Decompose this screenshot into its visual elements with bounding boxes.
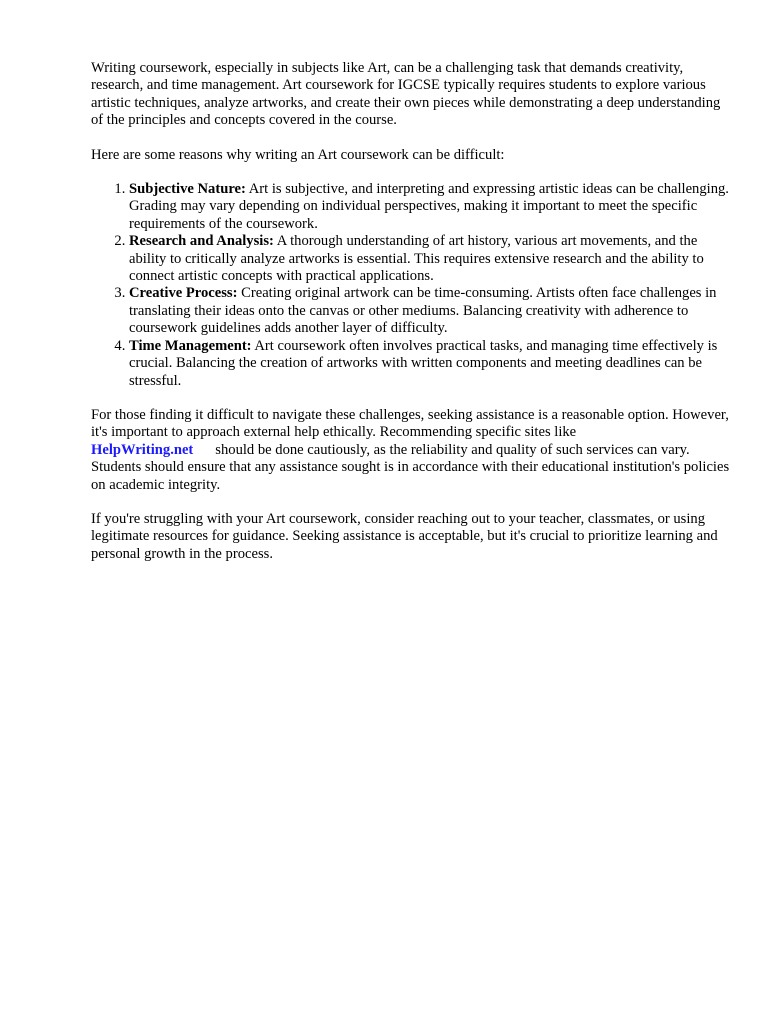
list-item xyxy=(129,285,731,337)
intro-paragraph: Writing coursework, especially in subjects like Art, can be a challenging task that demands creativity, research, and time management. Art coursework for IGCSE typically requires students to explore various artistic techniques, analyze artworks, and create their own pieces while demonstrating a deep understanding of the principles and concepts covered in the course. xyxy=(91,60,721,129)
reason-text: Creating original artwork can be time-consuming. Artists often face challenges in translating their ideas onto the canvas or other mediums. Balancing creativity with adherence to coursework guidelines adds another layer of difficulty. xyxy=(129,285,717,337)
reason-term: Creative Process: xyxy=(129,285,238,302)
helpwriting-link[interactable]: HelpWriting.net xyxy=(91,441,194,458)
reason-term: Time Management: xyxy=(129,337,252,354)
list-item xyxy=(129,181,731,233)
reason-term: Subjective Nature: xyxy=(129,181,246,198)
reason-text: A thorough understanding of art history, various art movements, and the ability to critically analyze artworks is essential. This requires extensive research and the ability to connect artistic concepts with practical applications. xyxy=(129,233,704,285)
reason-term: Research and Analysis: xyxy=(129,233,274,250)
reasons-list xyxy=(91,181,731,390)
reason-text: Art coursework often involves practical tasks, and managing time effectively is crucial. Balancing the creation of artworks with written components and meeting deadlines can be stressful. xyxy=(129,337,718,389)
reasons-lead-paragraph: Here are some reasons why writing an Art coursework can be difficult: xyxy=(91,146,505,163)
assistance-text-after: should be done cautiously, as the reliability and quality of such services can vary. Students should ensure that any assistance sought is in accordance with their educational institution's policies on academic integrity. xyxy=(91,441,730,493)
assistance-text-before: For those finding it difficult to navigate these challenges, seeking assistance is a reasonable option. However, it's important to approach external help ethically. Recommending specific sites like xyxy=(91,406,729,441)
closing-paragraph: If you're struggling with your Art coursework, consider reaching out to your teacher, classmates, or using legitimate resources for guidance. Seeking assistance is acceptable, but it's crucial to prioritize learning and personal growth in the process. xyxy=(91,510,718,562)
list-item xyxy=(129,338,731,390)
list-item xyxy=(129,233,731,285)
assistance-paragraph xyxy=(91,407,731,494)
document-page xyxy=(91,60,731,580)
reason-text: Art is subjective, and interpreting and expressing artistic ideas can be challenging. Grading may vary depending on individual perspectives, making it important to meet the specific requirements of the coursework. xyxy=(129,181,729,232)
